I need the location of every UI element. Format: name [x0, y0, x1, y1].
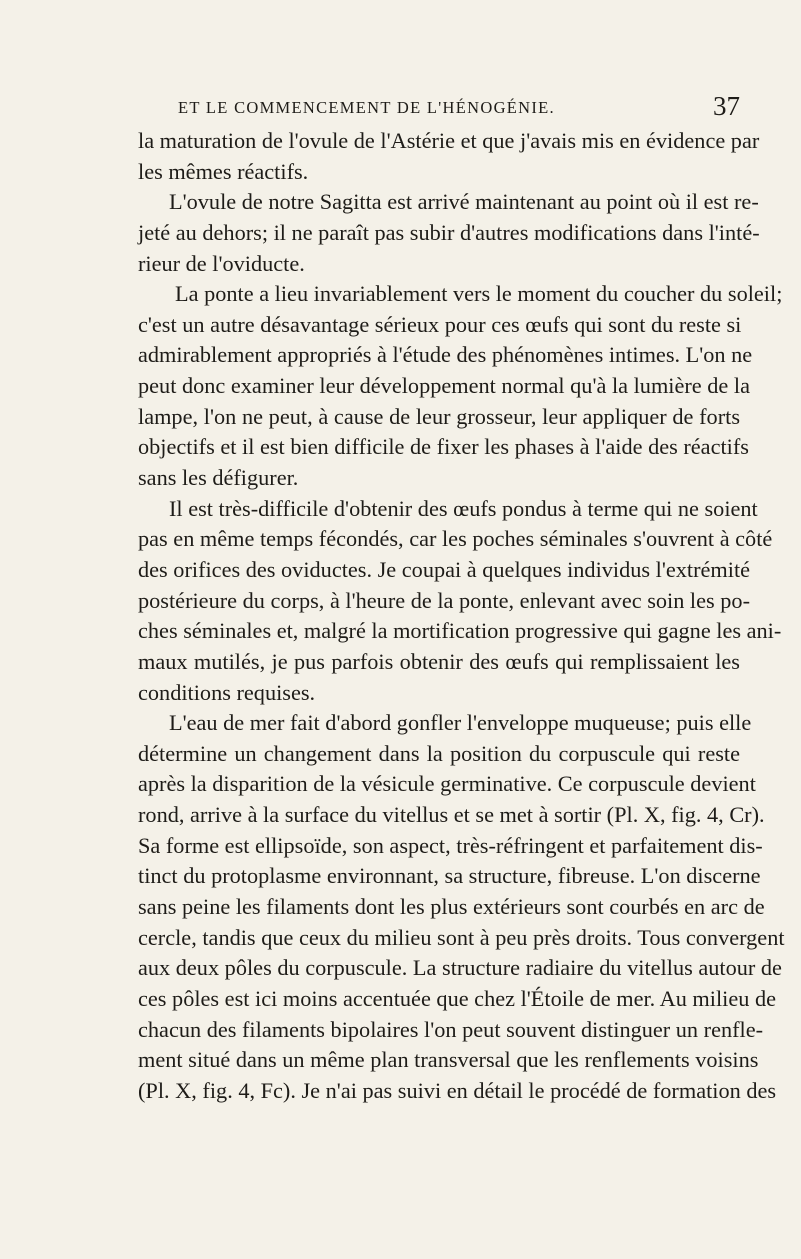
- text-line: L'ovule de notre Sagitta est arrivé maintenant au point où il est re-: [169, 189, 759, 215]
- text-line: lampe, l'on ne peut, à cause de leur grosseur, leur appliquer de forts: [138, 403, 740, 429]
- text-line: jeté au dehors; il ne paraît pas subir d'autres modifications dans l'inté-: [138, 219, 760, 245]
- text-line: conditions requises.: [138, 679, 316, 705]
- text-line: aux deux pôles du corpuscule. La structure radiaire du vitellus autour de: [138, 955, 782, 981]
- text-line: après la disparition de la vésicule germinative. Ce corpuscule devient: [138, 771, 756, 797]
- text-line: admirablement appropriés à l'étude des phénomènes intimes. L'on ne: [138, 342, 753, 368]
- text-line: L'eau de mer fait d'abord gonfler l'enveloppe muqueuse; puis elle: [169, 710, 752, 736]
- text-line: la maturation de l'ovule de l'Astérie et que j'avais mis en évidence par: [138, 128, 760, 153]
- page-number: 37: [713, 91, 740, 121]
- text-line: objectifs et il est bien difficile de fixer les phases à l'aide des réactifs: [138, 434, 749, 460]
- text-line: La ponte a lieu invariablement vers le moment du coucher du soleil;: [175, 281, 783, 307]
- text-line: Sa forme est ellipsoïde, son aspect, très-réfringent et parfaitement dis-: [138, 832, 763, 858]
- text-line: ches séminales et, malgré la mortification progressive qui gagne les ani-: [138, 618, 782, 644]
- text-line: détermine un changement dans la position du corpuscule qui reste: [138, 740, 740, 766]
- running-header: [140, 91, 740, 121]
- running-title: ET LE COMMENCEMENT DE L'HÉNOGÉNIE.: [178, 98, 555, 117]
- text-line: (Pl. X, fig. 4, Fc). Je n'ai pas suivi en détail le procédé de formation des: [138, 1077, 777, 1103]
- text-line: ment situé dans un même plan transversal que les renflements voisins: [138, 1047, 759, 1073]
- text-line: Il est très-difficile d'obtenir des œufs pondus à terme qui ne soient: [169, 495, 758, 521]
- text-line: sans les défigurer.: [138, 465, 299, 491]
- text-line: maux mutilés, je pus parfois obtenir des œufs qui remplissaient les: [138, 648, 740, 674]
- text-line: c'est un autre désavantage sérieux pour ces œufs qui sont du reste si: [138, 311, 742, 337]
- text-line: des orifices des oviductes. Je coupai à quelques individus l'extrémité: [138, 556, 751, 582]
- text-line: postérieure du corps, à l'heure de la ponte, enlevant avec soin les po-: [138, 587, 750, 613]
- text-line: chacun des filaments bipolaires l'on peut souvent distinguer un renfle-: [138, 1016, 764, 1042]
- text-line: rond, arrive à la surface du vitellus et se met à sortir (Pl. X, fig. 4, Cr).: [138, 802, 765, 828]
- text-line: peut donc examiner leur développement normal qu'à la lumière de la: [138, 373, 750, 399]
- text-line: tinct du protoplasme environnant, sa structure, fibreuse. L'on discerne: [138, 863, 761, 889]
- text-line: sans peine les filaments dont les plus extérieurs sont courbés en arc de: [138, 894, 765, 920]
- text-line: rieur de l'oviducte.: [138, 250, 305, 276]
- text-line: ces pôles est ici moins accentuée que chez l'Étoile de mer. Au milieu de: [138, 985, 777, 1011]
- text-line: cercle, tandis que ceux du milieu sont à peu près droits. Tous convergent: [138, 924, 785, 950]
- text-line: pas en même temps fécondés, car les poches séminales s'ouvrent à côté: [138, 526, 773, 552]
- text-line: les mêmes réactifs.: [138, 158, 309, 184]
- body-text: [138, 126, 785, 1107]
